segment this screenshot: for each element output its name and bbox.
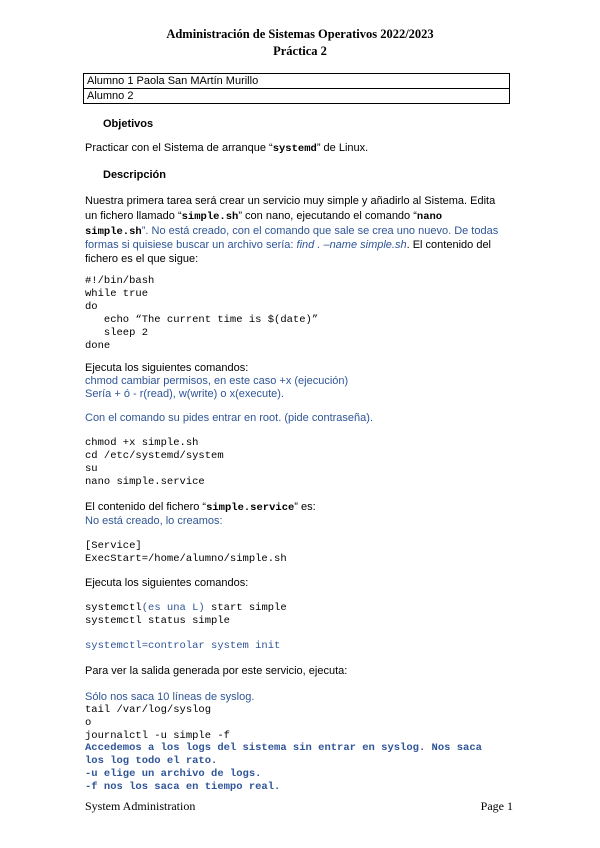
script-line: while true (85, 288, 149, 300)
desc-note: ”. No está creado, con el comando que sale se crea uno nuevo. De todas (141, 225, 499, 237)
table-row (84, 89, 510, 104)
objetivos-text-b: ” de Linux. (316, 142, 369, 154)
desc-note: formas si quisiese buscar un archivo sería: (85, 239, 297, 251)
footer-page-number: Page 1 (480, 799, 513, 813)
service-code-line: ExecStart=/home/alumno/simple.sh (85, 553, 287, 565)
script-line: echo “The current time is $(date)” (85, 314, 319, 326)
objetivos-text (85, 142, 368, 155)
output-note: Sólo nos saca 10 líneas de syslog. (85, 691, 255, 703)
output-intro: Para ver la salida generada por este servicio, ejecuta: (85, 665, 348, 677)
script-line: #!/bin/bash (85, 275, 155, 287)
script-line: do (85, 301, 98, 313)
student-2-cell: Alumno 2 (84, 89, 510, 104)
descripcion-line-5: fichero es el que sigue: (85, 253, 199, 265)
students-table (83, 73, 510, 104)
script-line: sleep 2 (85, 327, 149, 339)
output-explanation: los log todo el rato. (85, 755, 218, 767)
descripcion-heading: Descripción (103, 169, 166, 181)
output-explanation: Accedemos a los logs del sistema sin entrar en syslog. Nos saca (85, 742, 482, 754)
service-intro (85, 501, 316, 514)
script-line: done (85, 340, 111, 352)
commands1-note: Con el comando su pides entrar en root. (pide contraseña). (85, 412, 373, 424)
systemctl-status-line: systemctl status simple (85, 615, 230, 627)
commands1-note: chmod cambiar permisos, en este caso +x (ejecución) (85, 375, 349, 387)
footer-left: System Administration (85, 799, 196, 813)
output-code-line: tail /var/log/syslog (85, 704, 212, 716)
commands1-intro: Ejecuta los siguientes comandos: (85, 362, 249, 374)
descripcion-line-1: Nuestra primera tarea será crear un servicio muy simple y añadirlo al Sistema. Edita (85, 195, 496, 207)
command-line: su (85, 463, 98, 475)
desc-text: un fichero llamado “ (85, 210, 182, 222)
systemctl-start-line (85, 602, 287, 614)
commands1-note: Sería + ó - r(read), w(write) o x(execute). (85, 388, 284, 400)
desc-code: simple.sh (85, 226, 142, 238)
descripcion-line-3 (85, 225, 498, 238)
commands2-intro: Ejecuta los siguientes comandos: (85, 577, 249, 589)
desc-find-command: find . –name simple.sh (296, 239, 407, 251)
descripcion-line-4 (85, 239, 491, 251)
service-code: simple.service (206, 502, 295, 514)
cmd-note: (es una L) (141, 602, 205, 614)
table-row (84, 74, 510, 89)
output-code-line: journalctl -u simple -f (85, 730, 230, 742)
desc-text: . El contenido del (406, 239, 491, 251)
practice-subtitle: Práctica 2 (273, 44, 327, 58)
service-note: No está creado, lo creamos: (85, 515, 223, 527)
document-title: Administración de Sistemas Operativos 2022/2023 (166, 27, 434, 41)
cmd-text: systemctl (85, 602, 142, 614)
student-1-cell: Alumno 1 Paola San MArtín Murillo (84, 74, 510, 89)
output-explanation: -u elige un archivo de logs. (85, 768, 262, 780)
objetivos-text-a: Practicar con el Sistema de arranque “ (85, 142, 273, 154)
service-code-line: [Service] (85, 540, 142, 552)
desc-code: simple.sh (181, 211, 239, 223)
output-code-line: o (85, 717, 92, 729)
command-line: chmod +x simple.sh (85, 437, 199, 449)
command-line: nano simple.service (85, 476, 205, 488)
output-explanation: -f nos los saca en tiempo real. (85, 781, 281, 793)
objetivos-heading: Objetivos (103, 118, 154, 130)
systemctl-note: systemctl=controlar system init (85, 640, 281, 652)
desc-code: nano (416, 211, 443, 223)
service-text: ” es: (294, 501, 316, 513)
descripcion-line-2 (85, 210, 442, 223)
cmd-text: start simple (204, 602, 287, 614)
objetivos-code: systemd (272, 143, 317, 155)
service-text: El contenido del fichero “ (85, 501, 207, 513)
command-line: cd /etc/systemd/system (85, 450, 224, 462)
desc-text: ” con nano, ejecutando el comando “ (238, 210, 417, 222)
